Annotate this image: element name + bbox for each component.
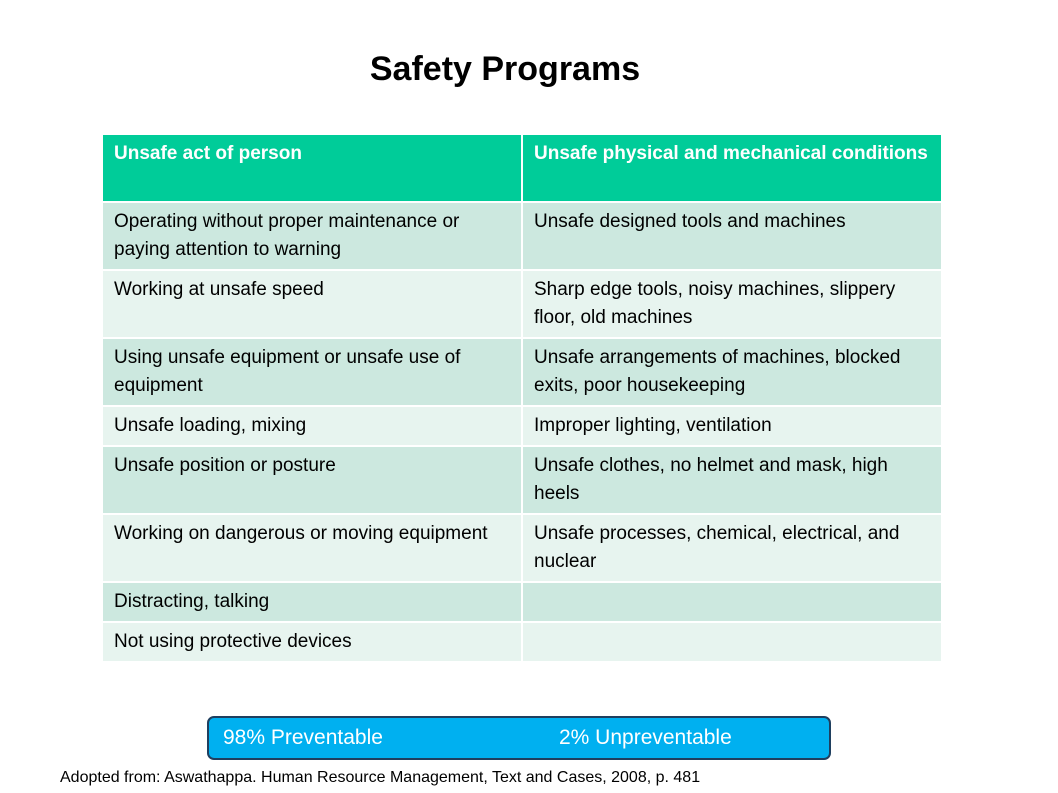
table-row — [102, 582, 942, 622]
table-row — [102, 202, 942, 270]
table-cell: Using unsafe equipment or unsafe use of equipment — [102, 338, 522, 406]
safety-table — [101, 133, 943, 663]
table-cell: Unsafe loading, mixing — [102, 406, 522, 446]
table-row — [102, 446, 942, 514]
table-cell: Working on dangerous or moving equipment — [102, 514, 522, 582]
table-cell: Unsafe position or posture — [102, 446, 522, 514]
table-cell: Operating without proper maintenance or paying attention to warning — [102, 202, 522, 270]
table-header-row — [102, 134, 942, 202]
table-cell: Distracting, talking — [102, 582, 522, 622]
table-row — [102, 622, 942, 662]
column-header-unsafe-conditions: Unsafe physical and mechanical conditions — [522, 134, 942, 202]
table-cell: Sharp edge tools, noisy machines, slippery floor, old machines — [522, 270, 942, 338]
table-row — [102, 270, 942, 338]
preventability-banner — [207, 716, 831, 760]
table-cell: Working at unsafe speed — [102, 270, 522, 338]
table-cell — [522, 622, 942, 662]
preventable-label: 98% Preventable — [223, 726, 383, 749]
source-citation: Adopted from: Aswathappa. Human Resource Management, Text and Cases, 2008, p. 481 — [60, 769, 701, 786]
table-cell: Not using protective devices — [102, 622, 522, 662]
table-cell: Improper lighting, ventilation — [522, 406, 942, 446]
table-row — [102, 514, 942, 582]
table-cell — [522, 582, 942, 622]
table-cell: Unsafe designed tools and machines — [522, 202, 942, 270]
column-header-unsafe-act: Unsafe act of person — [102, 134, 522, 202]
table-row — [102, 406, 942, 446]
table-cell: Unsafe arrangements of machines, blocked exits, poor housekeeping — [522, 338, 942, 406]
table-row — [102, 338, 942, 406]
unpreventable-label: 2% Unpreventable — [559, 726, 732, 749]
table-cell: Unsafe clothes, no helmet and mask, high heels — [522, 446, 942, 514]
page-title: Safety Programs — [369, 50, 641, 88]
table-cell: Unsafe processes, chemical, electrical, and nuclear — [522, 514, 942, 582]
